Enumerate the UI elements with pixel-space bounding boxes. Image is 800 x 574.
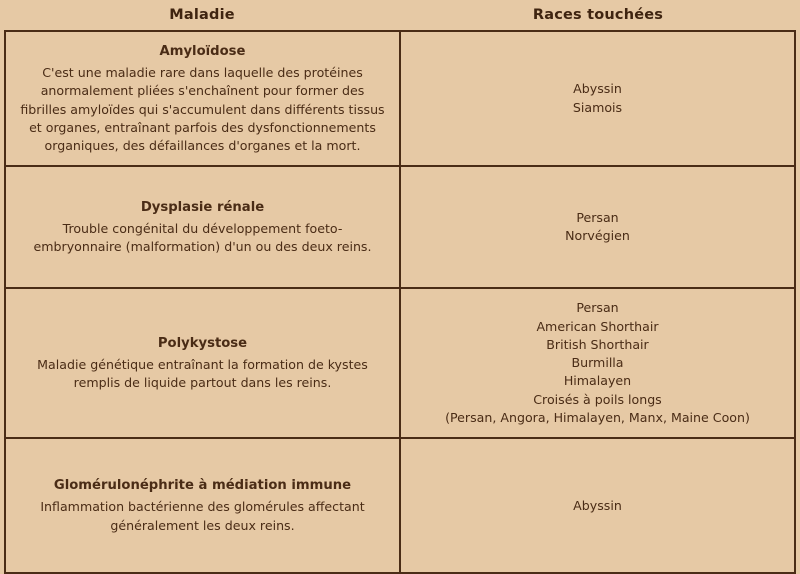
breeds-cell (400, 438, 795, 573)
breeds-cell (400, 166, 795, 288)
breed-item: Abyssin (573, 497, 622, 513)
column-header-maladie: Maladie (169, 7, 235, 23)
disease-cell (5, 31, 400, 166)
disease-description: Maladie génétique entraînant la formation de kystes remplis de liquide partout dans les reins. (37, 357, 368, 391)
disease-name: Polykystose (157, 335, 248, 351)
breed-item: Himalayen (563, 373, 632, 389)
breed-item: Persan (576, 210, 619, 226)
breed-item: Croisés à poils longs (533, 391, 662, 407)
column-header-races: Races touchées (532, 7, 664, 23)
disease-name: Dysplasie rénale (140, 200, 265, 216)
table-row (5, 31, 795, 166)
disease-cell (5, 166, 400, 288)
disease-description: Trouble congénital du développement foeto-embryonnaire (malformation) d'un ou des deux reins. (33, 221, 372, 255)
breed-item: (Persan, Angora, Himalayen, Manx, Maine Coon) (445, 409, 750, 425)
breed-item: American Shorthair (536, 318, 659, 334)
disease-cell (5, 438, 400, 573)
disease-description: Inflammation bactérienne des glomérules affectant généralement les deux reins. (40, 499, 365, 533)
breed-item: Siamois (572, 99, 623, 115)
breed-item: Persan (576, 300, 619, 316)
disease-name: Glomérulonéphrite à médiation immune (53, 478, 352, 494)
disease-description: C'est une maladie rare dans laquelle des protéines anormalement pliées s'enchaînent pour former des fibrilles amyloïdes qui s'accumulent dans différents tissus et organes, entraînant parfois des dysfonctionnements organiques, des défaillances d'organes et la mort. (20, 65, 385, 154)
disease-cell (5, 288, 400, 438)
breed-item: British Shorthair (546, 336, 649, 352)
breeds-cell (400, 288, 795, 438)
disease-name: Amyloïdose (159, 44, 246, 59)
table-row (5, 438, 795, 573)
table-row (5, 166, 795, 288)
breed-item: Burmilla (571, 355, 624, 371)
breeds-cell (400, 31, 795, 166)
breed-item: Norvégien (565, 228, 630, 244)
breed-item: Abyssin (573, 81, 622, 97)
table-header-row (4, 0, 796, 30)
table-row (5, 288, 795, 438)
diseases-table (4, 30, 796, 574)
